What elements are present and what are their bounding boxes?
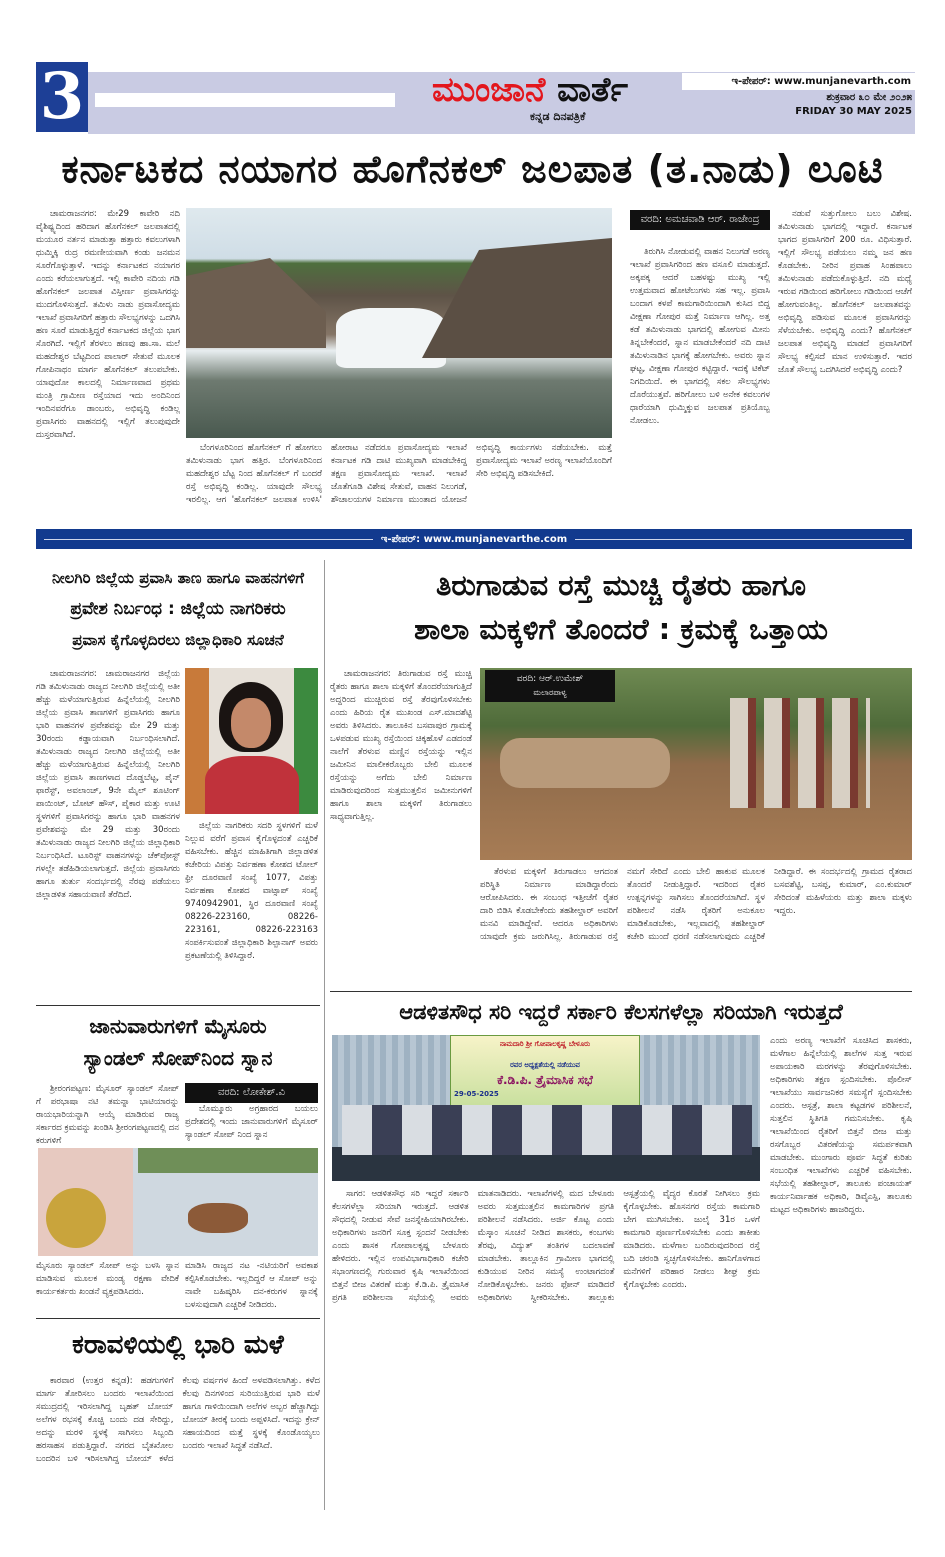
column-divider [324,560,325,1510]
rain-body: ಕಾರವಾರ (ಉತ್ತರ ಕನ್ನಡ): ಹಡಗುಗಳಿಗೆ ಮಾರ್ಗ ತೋರಿಸಲು ಬಂದರು ಇಲಾಖೆಯಿಂದ ಸಮುದ್ರದಲ್ಲಿ ಇರಿಸಲಾಗಿದ್ದ ಬೃಹತ್ ಬೋಯ್ ಅಲೆಗಳ ರಭಸಕ್ಕೆ ಕೊಚ್ಚಿ ಬಂದು ದಡ ಸೇರಿದ್ದು, ಅದನ್ನು ಮರಳಿ ಸ್ಥಳಕ್ಕೆ ಸಾಗಿಸಲು ಸಿಬ್ಬಂದಿ ಹರಸಾಹಸ ಪಡುತ್ತಿದ್ದಾರೆ. ನಗರದ ಬೈತಖೋಲ ಬಂದರಿನ ಬಳಿ ಇರಿಸಲಾಗಿದ್ದ ಬೋಯ್ ಕಳೆದ ಕೆಲವು ವರ್ಷಗಳ ಹಿಂದೆ ಅಳವಡಿಸಲಾಗಿತ್ತು. ಕಳೆದ ಕೆಲವು ದಿನಗಳಿಂದ ಸುರಿಯುತ್ತಿರುವ ಭಾರಿ ಮಳೆ ಹಾಗೂ ಗಾಳಿಯಿಂದಾಗಿ ಅಲೆಗಳ ಅಬ್ಬರ ಹೆಚ್ಚಾಗಿದ್ದು ಬೋಯ್ ತೀರಕ್ಕೆ ಬಂದು ಅಪ್ಪಳಿಸಿದೆ. ಇದನ್ನು ಕ್ರೇನ್ ಸಹಾಯದಿಂದ ಮತ್ತೆ ಸ್ಥಳಕ್ಕೆ ಕೊಂಡೊಯ್ಯಲು ಬಂದರು ಇಲಾಖೆ ಸಿದ್ಧತೆ ನಡೆಸಿದೆ. [36,1376,320,1464]
nilgiri-headline: ನೀಲಗಿರಿ ಜಿಲ್ಲೆಯ ಪ್ರವಾಸಿ ತಾಣ ಹಾಗೂ ವಾಹನಗಳಿಗೆ ಪ್ರವೇಶ ನಿರ್ಬಂಧ : ಜಿಲ್ಲೆಯ ನಾಗರಿಕರು ಪ್ರವಾಸ ಕೈಗೊಳ್ಳದಿರಲು ಜಿಲ್ಲಾಧಿಕಾರಿ ಸೂಚನೆ [52,569,304,649]
farmers-below: ತೆರಳುವ ಮಕ್ಕಳಿಗೆ ತಿರುಗಾಡಲು ಆಗದಂತ ಪರಿಸ್ಥಿತಿ ನಿರ್ಮಾಣ ಮಾಡಿದ್ದಾರೆಂದು ಆರೋಪಿಸಿದರು. ಈ ಸಂಬಂಧ ಇತ್ತೀಚೆಗೆ ರೈತರ ದಾರಿ ಬಿಡಿಸಿ ಕೊಡಬೇಕೆಂದು ತಹಶೀಲ್ದಾರ್ ಅವರಿಗೆ ಮನವಿ ಮಾಡಿದ್ದೇವೆ. ಆದರೂ ಅಧಿಕಾರಿಗಳು ಯಾವುದೇ ಕ್ರಮ ಜರುಗಿಸಿಲ್ಲ. ತಿರುಗಾಡುವ ರಸ್ತೆ ನಮಗೆ ಸೇರಿದೆ ಎಂದು ಬೇಲಿ ಹಾಕುವ ಮೂಲಕ ತೊಂದರೆ ನೀಡುತ್ತಿದ್ದಾರೆ. ಇದರಿಂದ ರೈತರ ಉತ್ಪನ್ನಗಳನ್ನು ಸಾಗಿಸಲು ತೊಂದರೆಯಾಗಿದೆ. ಸ್ಥಳ ಪರಿಶೀಲನೆ ನಡೆಸಿ ರೈತರಿಗೆ ಅನುಕೂಲ ಮಾಡಿಕೊಡಬೇಕು, ಇಲ್ಲವಾದಲ್ಲಿ ತಹಶೀಲ್ದಾರ್ ಕಚೇರಿ ಮುಂದೆ ಧರಣಿ ನಡೆಸಲಾಗುವುದು ಎಚ್ಚರಿಕೆ ನೀಡಿದ್ದಾರೆ. ಈ ಸಂದರ್ಭದಲ್ಲಿ ಗ್ರಾಮದ ರೈತರಾದ ಬಸವಶೆಟ್ಟಿ, ಬಸಪ್ಪ, ಕುಮಾರ್, ಎಂ.ಕುಮಾರ್ ಸೇರಿದಂತೆ ಮಹಿಳೆಯರು ಮತ್ತು ಶಾಲಾ ಮಕ್ಕಳು ಇದ್ದರು. [480,867,912,942]
soap-photo [38,1148,318,1256]
lead-col-1: ಚಾಮರಾಜನಗರ: ಮೇ29 ಕಾವೇರಿ ನದಿ ವೈಶಿಷ್ಟ್ಯದಿಂದ ಹರಿದಾಗ ಹೊಗೆನಕಲ್ ಜಲಪಾತದಲ್ಲಿ ಮಯೂರ ನರ್ತನ ಮಾಡುತ್ತಾ ಹತ್ತಾರು ಕವಲುಗಳಾಗಿ ಧುಮ್ಮಿಕ್ಕಿ ರುದ್ರ ರಮಣೀಯವಾಗಿ ಕಂಡು ಜನಮನ ಸೂರೆಗೊಳ್ಳುತ್ತಾಳೆ. ಇದನ್ನು ಕರ್ನಾಟಕದ ನಯಾಗರ ಎಂದು ಕರೆಯಲಾಗುತ್ತದೆ. ಇಲ್ಲಿ ಕಾವೇರಿ ನದಿಯ ಗಡಿ ಹೊಗೆನಕಲ್ ಜಲಪಾತ ವಿಸ್ತೀರ್ಣ ಪ್ರವಾಸಿಗರನ್ನು ಮುದಗೊಳಿಸುತ್ತದೆ. ತಮಿಳು ನಾಡು ಪ್ರವಾಸೋದ್ಯಮ ಇಲಾಖೆ ಪ್ರವಾಸಿಗರಿಗೆ ಹತ್ತಾರು ಸೌಲಭ್ಯಗಳನ್ನು ಒದಗಿಸಿ ಹಣ ಸೂರೆ ಮಾಡುತ್ತಿದ್ದರೆ ಕರ್ನಾಟಕದ ಜಿಲ್ಲೆಯ ಭಾಗ ಸೊರಗಿದೆ. ಇಲ್ಲಿಗೆ ತೆರಳಲು ಹಣವು ಹಾ.ಸಾ. ಮಲೆ ಮಹದೇಶ್ವರ ಬೆಟ್ಟದಿಂದ ಪಾಲಾರ್ ಸೇತುವೆ ಮೂಲಕ ಗೋಪಿನಾಥಂ ಮಾರ್ಗ ಹೊಗೆನಕಲ್ ತಲುಪಬೇಕು. ಯಾವುದೋ ಕಾಲದಲ್ಲಿ ನಿರ್ಮಾಣವಾದ ಪ್ರಥಮ ಮಂತ್ರಿ ಗ್ರಾಮೀಣ ರಸ್ತೆಯಾದ ಇದು ಅಂದಿನಿಂದ ಇಂದಿನವರೆಗೂ ಡಾಂಬರು, ಅಭಿವೃದ್ಧಿ ಕಂಡಿಲ್ಲ ಪ್ರವಾಸಿಗರು ವಾಹನದಲ್ಲಿ ಇಲ್ಲಿಗೆ ತಲುಪುವುದೇ ದುಸ್ತರವಾಗಿದೆ. [36,209,180,440]
logo-black: ವಾರ್ತೆ [557,70,628,110]
lead-byline: ವರದಿ: ಅಮಚವಾಡಿ ಆರ್. ರಾಜೇಂದ್ರ [630,210,770,230]
soap-col-2: ಬೊಮ್ಮೂರು ಅಗ್ರಹಾರದ ಬಯಲು ಪ್ರದೇಶದಲ್ಲಿ ಇಂದು ಜಾನುವಾರುಗಳಿಗೆ ಮೈಸೂರ್ ಸ್ಯಾಂಡಲ್ ಸೋಪ್ ನಿಂದ ಸ್ನಾನ [185,1104,318,1140]
banner-line-2: ರವರ ಅಧ್ಯಕ್ಷತೆಯಲ್ಲಿ ನಡೆಯುವ [510,1061,580,1069]
lead-col-3: ತಿರುಗಿಸಿ ನೋಡುವಲ್ಲಿ ವಾಹನ ನಿಲುಗಡೆ ಅರಣ್ಯ ಇಲಾಖೆ ಪ್ರವಾಸಿಗರಿಂದ ಹಣ ವಸೂಲಿ ಮಾಡುತ್ತದೆ. ಅಕ್ಕಪಕ್ಕ ಆದರೆ ಬಹಳಷ್ಟು ಮುಖ್ಯ ಇಲ್ಲಿ ಉತ್ತಮವಾದ ಹೋಟೆಲುಗಳು ಸಹ ಇಲ್ಲ. ಪ್ರವಾಸಿ ಬಂದಾಗ ಕಳಪೆ ಕಾಮಗಾರಿಯಿಂದಾಗಿ ಕುಸಿದ ಬಿದ್ದ ವೀಕ್ಷಣಾ ಗೋಪುರ ಮತ್ತೆ ನಿರ್ಮಾಣ ಆಗಿಲ್ಲ. ಅತ್ತ ಕಡೆ ತಮಿಳುನಾಡು ಭಾಗದಲ್ಲಿ ಹೋಗುವ ಮೀನು ತಿನ್ನಬೇಕೆಂದರೆ, ಸ್ನಾನ ಮಾಡಬೇಕೆಂದರೆ ನದಿ ದಾಟಿ ತಮಿಳುನಾಡಿನ ಭಾಗಕ್ಕೆ ಹೋಗಬೇಕು. ಅವರು ಸ್ನಾನ ಘಟ್ಟ, ವೀಕ್ಷಣಾ ಗೋಪುರ ಕಟ್ಟಿದ್ದಾರೆ. ಇದಕ್ಕೆ ಟಿಕೆಟ್ ನಿಗದಿಯಿದೆ. ಈ ಭಾಗದಲ್ಲಿ ಸಕಲ ಸೌಲಭ್ಯಗಳು ದೊರೆಯುತ್ತವೆ. ಹರಿಗೋಲು ಬಳಿ ಅನೇಕ ಕವಲುಗಳ ಧಾರೆಯಾಗಿ ಧುಮ್ಮಿಕ್ಕುವ ಜಲಪಾತ ಪ್ರತಿಯೊಬ್ಬ ನೋಡಲು. [630,247,770,426]
banner-line-3: ಕೆ.ಡಿ.ಪಿ. ತ್ರೈಮಾಸಿಕ ಸಭೆ [497,1073,593,1087]
nilgiri-col-1: ಚಾಮರಾಜನಗರ: ಚಾಮರಾಜನಗರ ಜಿಲ್ಲೆಯ ಗಡಿ ತಮಿಳುನಾಡು ರಾಜ್ಯದ ನೀಲಗಿರಿ ಜಿಲ್ಲೆಯಲ್ಲಿ ಅತೀ ಹೆಚ್ಚು ಮಳೆಯಾಗುತ್ತಿರುವ ಹಿನ್ನೆಲೆಯಲ್ಲಿ ನೀಲಗಿರಿ ಜಿಲ್ಲೆಯ ಪ್ರವಾಸಿ ತಾಣಗಳಿಗೆ ಪ್ರವಾಸಿಗರು ಹಾಗೂ ಭಾರಿ ವಾಹನಗಳ ಪ್ರವೇಶವನ್ನು ಮೇ 29 ಮತ್ತು 30ರಂದು ಕಡ್ಡಾಯವಾಗಿ ನಿರ್ಬಂಧಿಸಲಾಗಿದೆ. ತಮಿಳುನಾಡು ರಾಜ್ಯದ ನೀಲಗಿರಿ ಜಿಲ್ಲೆಯಲ್ಲಿ ಅತೀ ಹೆಚ್ಚು ಮಳೆಯಾಗುತ್ತಿರುವ ಹಿನ್ನೆಲೆಯಲ್ಲಿ ನೀಲಗಿರಿ ಜಿಲ್ಲೆಯ ಪ್ರವಾಸಿ ತಾಣಗಳಾದ ದೊಡ್ಡಬೆಟ್ಟ, ಪೈನ್ ಫಾರೆಸ್ಟ್, ಅವಲಾಂಚ್, 9ನೇ ಮೈಲ್ ಶೂಟಿಂಗ್ ಪಾಯಿಂಟ್, ಬೋಟ್ ಹೌಸ್, ಪೈಕಾರ ಮತ್ತು ಊಟಿ ಸ್ಥಳಗಳಿಗೆ ಪ್ರವಾಸಿಗರನ್ನು ಹಾಗೂ ಭಾರಿ ವಾಹನಗಳ ಪ್ರವೇಶವನ್ನು ಮೇ 29 ಮತ್ತು 30ರಂದು ತಮಿಳುನಾಡು ರಾಜ್ಯದ ನೀಲಗಿರಿ ಜಿಲ್ಲೆಯ ಜಿಲ್ಲಾಧಿಕಾರಿ ನಿರ್ಬಂಧಿಸಿದೆ. ಟೂರಿಸ್ಟ್ ವಾಹನಗಳನ್ನು ಚೆಕ್‍ಪೋಸ್ಟ್ ಗಳಲ್ಲೇ ತಡೆಹಿಡಿಯಲಾಗುತ್ತದೆ. ಜಿಲ್ಲೆಯ ಪ್ರವಾಸಿಗರು ಹಾಗೂ ತುರ್ತು ಸಂದರ್ಭದಲ್ಲಿ ನೆರವು ಪಡೆಯಲು ಜಿಲ್ಲಾಡಳಿತ ಸಹಾಯವಾಣಿ ತೆರೆದಿದೆ. [36,669,180,900]
admin-headline: ಆಡಳಿತಸೌಧ ಸರಿ ಇದ್ದರೆ ಸರ್ಕಾರಿ ಕೆಲಸಗಳೆಲ್ಲಾ ಸರಿಯಾಗಿ ಇರುತ್ತದೆ [399,1000,843,1024]
masthead-tagline: ಕನ್ನಡ ದಿನಪತ್ರಿಕೆ [530,110,586,123]
farmers-col-1: ಚಾಮರಾಜನಗರ: ತಿರುಗಾಡುವ ರಸ್ತೆ ಮುಚ್ಚಿ ರೈತರು ಹಾಗೂ ಶಾಲಾ ಮಕ್ಕಳಿಗೆ ತೊಂದರೆಯಾಗುತ್ತಿದೆ ಅದ್ದರಿಂದ ಮುಚ್ಚಿರುವ ರಸ್ತೆ ತೆರವುಗೊಳಿಸಬೇಕು ಎಂದು ಹಿರಿಯ ರೈತ ಮುಖಂಡ ಎಸ್.ಮಾದಶೆಟ್ಟಿ ಅವರು ತಿಳಿಸಿದರು. ತಾಲೂಕಿನ ಬಸವಾಪುರ ಗ್ರಾಮಕ್ಕೆ ಒಳಪಡುವ ಮುಖ್ಯ ರಸ್ತೆಯಿಂದ ಚಿಕ್ಕಹೊಳೆ ಎಡದಂಡೆ ನಾಲೆಗೆ ತೆರಳುವ ಮಣ್ಣಿನ ರಸ್ತೆಯನ್ನು ಇಲ್ಲಿನ ಜಮೀನಿನ ಮಾಲೀಕರೊಬ್ಬರು ಬೇಲಿ ಮೂಲಕ ರಸ್ತೆಯನ್ನು ಅಗೆದು ಬೇಲಿ ನಿರ್ಮಾಣ ಮಾಡಿರುವುದರಿಂದ ಸುತ್ತಮುತ್ತಲಿನ ಜಮೀನುಗಳಿಗೆ ಹಾಗೂ ಶಾಲಾ ಮಕ್ಕಳಿಗೆ ತಿರುಗಾಡಲು ಸಾಧ್ಯವಾಗುತ್ತಿಲ್ಲ. [330,669,472,822]
admin-body: ಸಾಗರ: ಆಡಳಿತಸೌಧ ಸರಿ ಇದ್ದರೆ ಸರ್ಕಾರಿ ಕೆಲಸಗಳೆಲ್ಲಾ ಸರಿಯಾಗಿ ಇರುತ್ತದೆ. ಆಡಳಿತ ಸೌಧದಲ್ಲಿ ನೀಡುವ ಸೇವೆ ಜನಸ್ನೇಹಿಯಾಗಿರಬೇಕು. ಅಧಿಕಾರಿಗಳು ಜನರಿಗೆ ಸೂಕ್ತ ಸ್ಪಂದನೆ ನೀಡಬೇಕು ಎಂದು ಶಾಸಕ ಗೋಪಾಲಕೃಷ್ಣ ಬೇಳೂರು ಹೇಳಿದರು. ಇಲ್ಲಿನ ಉಪವಿಭಾಗಾಧಿಕಾರಿ ಕಚೇರಿ ಸಭಾಂಗಣದಲ್ಲಿ ಗುರುವಾರ ಕೃಷಿ ಇಲಾಖೆಯಿಂದ ಬಿತ್ತನೆ ಬೀಜ ವಿತರಣೆ ಮತ್ತು ಕೆ.ಡಿ.ಪಿ. ತ್ರೈಮಾಸಿಕ ಪ್ರಗತಿ ಪರಿಶೀಲನಾ ಸಭೆಯಲ್ಲಿ ಅವರು ಮಾತನಾಡಿದರು. ಇಲಾಖೆಗಳಲ್ಲಿ ಮದ ಬೇಳೂರು ಅವರು ಸುತ್ತಮುತ್ತಲಿನ ಕಾಮಗಾರಿಗಳ ಪ್ರಗತಿ ಪರಿಶೀಲನೆ ನಡೆಸಿದರು. ಅರ್ಜಿ ಕೊಟ್ಟ ಎಂದು ಮೆಸ್ಕಾಂ ಸೂಚನೆ ನೀಡಿದ ಶಾಸಕರು, ಕಂಬಗಳು ತೆರವು, ವಿದ್ಯುತ್ ತಂತಿಗಳ ಬದಲಾವಣೆ ಮಾಡಬೇಕು. ತಾಲ್ಲೂಕಿನ ಗ್ರಾಮೀಣ ಭಾಗದಲ್ಲಿ ಕುಡಿಯುವ ನೀರಿನ ಸಮಸ್ಯೆ ಉಂಟಾಗದಂತೆ ನೋಡಿಕೊಳ್ಳಬೇಕು. ಜನರು ಫೋನ್ ಮಾಡಿದರೆ ಅಧಿಕಾರಿಗಳು ಸ್ವೀಕರಿಸಬೇಕು. ತಾಲ್ಲೂಕು ಆಸ್ಪತ್ರೆಯಲ್ಲಿ ವೈದ್ಯರ ಕೊರತೆ ನೀಗಿಸಲು ಕ್ರಮ ಕೈಗೊಳ್ಳಬೇಕು. ಹೊಸನಗರ ರಸ್ತೆಯ ಕಾಮಗಾರಿ ಬೇಗ ಮುಗಿಸಬೇಕು. ಜುಲೈ 31ರ ಒಳಗೆ ಕಾಮಗಾರಿ ಪೂರ್ಣಗೊಳಿಸಬೇಕು ಎಂದು ತಾಕೀತು ಮಾಡಿದರು. ಮಳೆಗಾಲ ಬಂದಿರುವುದರಿಂದ ರಸ್ತೆ ಬದಿ ಚರಂಡಿ ಸ್ವಚ್ಛಗೊಳಿಸಬೇಕು. ಹಾನಿಗೊಳಗಾದ ಮನೆಗಳಿಗೆ ಪರಿಹಾರ ನೀಡಲು ಶೀಘ್ರ ಕ್ರಮ ಕೈಗೊಳ್ಳಬೇಕು ಎಂದರು. [332,1189,760,1303]
waterfall-photo [186,208,612,438]
admin-right-col: ಎಂದು ಅರಣ್ಯ ಇಲಾಖೆಗೆ ಸೂಚಿಸಿದ ಶಾಸಕರು, ಮಳೆಗಾಲ ಹಿನ್ನೆಲೆಯಲ್ಲಿ ಶಾಲೆಗಳ ಸುತ್ತ ಇರುವ ಅಪಾಯಕಾರಿ ಮರಗಳನ್ನು ತೆರವುಗೊಳಿಸಬೇಕು. ಅಧಿಕಾರಿಗಳು ತಕ್ಷಣ ಸ್ಪಂದಿಸಬೇಕು. ಪೊಲೀಸ್ ಇಲಾಖೆಯು ಸಾರ್ವಜನಿಕರ ಸಮಸ್ಯೆಗೆ ಸ್ಪಂದಿಸಬೇಕು ಎಂದರು. ಆಸ್ಪತ್ರೆ, ಶಾಲಾ ಕಟ್ಟಡಗಳ ಪರಿಶೀಲನೆ, ಸುತ್ತಲಿನ ಸ್ಥಿತಿಗತಿ ಗಮನಿಸಬೇಕು. ಕೃಷಿ ಇಲಾಖೆಯಿಂದ ರೈತರಿಗೆ ಬಿತ್ತನೆ ಬೀಜ ಮತ್ತು ರಸಗೊಬ್ಬರ ವಿತರಣೆಯನ್ನು ಸಮರ್ಪಕವಾಗಿ ಮಾಡಬೇಕು. ಮುಂಗಾರು ಪೂರ್ವ ಸಿದ್ಧತೆ ಕುರಿತು ಸಂಬಂಧಿತ ಇಲಾಖೆಗಳು ಎಚ್ಚರಿಕೆ ವಹಿಸಬೇಕು. ಸಭೆಯಲ್ಲಿ ತಹಶೀಲ್ದಾರ್, ತಾಲೂಕು ಪಂಚಾಯತ್ ಕಾರ್ಯನಿರ್ವಾಹಕ ಅಧಿಕಾರಿ, ಡಿವೈಎಸ್ಪಿ, ತಾಲೂಕು ಮಟ್ಟದ ಅಧಿಕಾರಿಗಳು ಹಾಜರಿದ್ದರು. [770,1036,912,1215]
lead-col-4: ನಡುವೆ ಸುತ್ತುಗೋಲು ಬಲು ವಿಶೇಷ. ತಮಿಳುನಾಡು ಭಾಗದಲ್ಲಿ ಇದ್ದಾರೆ. ಕರ್ನಾಟಕ ಭಾಗದ ಪ್ರವಾಸಿಗರಿಗೆ 200 ರೂ. ವಿಧಿಸುತ್ತಾರೆ. ಇಲ್ಲಿಗೆ ಸೌಲಭ್ಯ ಪಡೆಯಲು ನಮ್ಮ ಜನ ಹಣ ಕೊಡಬೇಕು. ನೀರಿನ ಪ್ರವಾಹ ಸಿಂಹಪಾಲು ತಮಿಳುನಾಡು ಪಡೆದುಕೊಳ್ಳುತ್ತಿದೆ. ನದಿ ಮಧ್ಯೆ ಇರುವ ಗಡಿಯಿಂದ ಹರಿಗೋಲು ಗಡಿಯಿಂದ ಆಚೆಗೆ ಹೋಗುವಂತಿಲ್ಲ. ಹೊಗೆನಕಲ್ ಜಲಪಾತವನ್ನು ಅಭಿವೃದ್ಧಿ ಪಡಿಸುವ ಮೂಲಕ ಪ್ರವಾಸಿಗರನ್ನು ಸೆಳೆಯಬೇಕು. ಅಭಿವೃದ್ಧಿ ಎಂದು? ಹೊಗೆನಕಲ್ ಜಲಪಾತ ಅಭಿವೃದ್ಧಿ ಮಾಡದೆ ಪ್ರವಾಸಿಗರಿಗೆ ಸೌಲಭ್ಯ ಕಲ್ಪಿಸದೆ ಮಾನ ಉಳಿಸುತ್ತಾರೆ. ಇದರ ಜೊತೆ ಸೌಲಭ್ಯ ಒದಗಿಸಿದರೆ ಅಭಿವೃದ್ಧಿ ಎಂದು? [778,209,912,375]
collector-photo [185,668,318,814]
banner-date: 29-05-2025 [454,1090,499,1098]
logo-red: ಮುಂಜಾನೆ [432,70,546,110]
section-rule [36,1005,320,1006]
farmers-headline: ತಿರುಗಾಡುವ ರಸ್ತೆ ಮುಚ್ಚಿ ರೈತರು ಹಾಗೂ ಶಾಲಾ ಮಕ್ಕಳಿಗೆ ತೊಂದರೆ : ಕ್ರಮಕ್ಕೆ ಒತ್ತಾಯ [414,568,828,646]
date-kannada: ಶುಕ್ರವಾರ ೩೦ ಮೇ ೨೦೨೫ [826,92,912,103]
page-number-box: 3 [36,62,88,132]
farmers-byline: ವರದಿ: ಆರ್.ಉಮೇಶ್ ಮಲಾರಪಾಳ್ಯ [485,670,615,702]
nilgiri-col-2: ಜಿಲ್ಲೆಯ ನಾಗರಿಕರು ಸದರಿ ಸ್ಥಳಗಳಿಗೆ ಮಳೆ ನಿಲ್ಲುವ ವರೆಗೆ ಪ್ರವಾಸ ಕೈಗೊಳ್ಳದಂತೆ ಎಚ್ಚರಿಕೆ ವಹಿಸಬೇಕು. ಹೆಚ್ಚಿನ ಮಾಹಿತಿಗಾಗಿ ಜಿಲ್ಲಾಡಳಿತ ಕಚೇರಿಯ ವಿಪತ್ತು ನಿರ್ವಹಣಾ ಕೋಶದ ಟೋಲ್ ಫ್ರೀ ದೂರವಾಣಿ ಸಂಖ್ಯೆ 1077, ವಿಪತ್ತು ನಿರ್ವಹಣಾ ಕೋಶದ ವಾಟ್ಸಾಪ್ ಸಂಖ್ಯೆ 9740942901, ಸ್ಥಿರ ದೂರವಾಣಿ ಸಂಖ್ಯೆ 08226-223160, 08226-223161, 08226-223163 ಸಂಪರ್ಕಿಸುವಂತೆ ಜಿಲ್ಲಾಧಿಕಾರಿ ಶಿಲ್ಪಾನಾಗ್ ಅವರು ಪ್ರಕಟಣೆಯಲ್ಲಿ ತಿಳಿಸಿದ್ದಾರೆ. [185,821,318,961]
epaper-banner[interactable] [36,529,912,549]
lead-below-photo: ಬೆಂಗಳೂರಿನಿಂದ ಹೊಗೆನಕಲ್ ಗೆ ಹೋಗಲು ತಮಿಳುನಾಡು ಭಾಗ ಹತ್ತಿರ. ಬೆಂಗಳೂರಿನಿಂದ ಮಹದೇಶ್ವರ ಬೆಟ್ಟ ನಿಂದ ಹೊಗೆನಕಲ್ ಗೆ ಬಂದರೆ ರಸ್ತೆ ಅಭಿವೃದ್ಧಿ ಕಂಡಿಲ್ಲ. ಯಾವುದೇ ಸೌಲಭ್ಯ ಇರಲಿಲ್ಲ. ಆಗ 'ಹೊಗೆನಕಲ್ ಜಲಪಾತ ಉಳಿಸಿ' ಹೋರಾಟ ನಡೆದರೂ ಪ್ರವಾಸೋದ್ಯಮ ಇಲಾಖೆ ಕರ್ನಾಟಕ ಗಡಿ ದಾಟಿ ಮುಖ್ಯವಾಗಿ ಮಾಡಬೇಕಿದ್ದ ತಕ್ಷಣ ಪ್ರವಾಸೋದ್ಯಮ ಇಲಾಖೆ. ಇಲಾಖೆ ಜೊತೆಗೂಡಿ ವಿಶೇಷ ಸೇತುವೆ, ವಾಹನ ನಿಲುಗಡೆ, ಶೌಚಾಲಯಗಳ ನಿರ್ಮಾಣ ಮುಂತಾದ ಯೋಜನೆ ಅಭಿವೃದ್ಧಿ ಕಾರ್ಯಗಳು ನಡೆಯಬೇಕು. ಮತ್ತೆ ಪ್ರವಾಸೋದ್ಯಮ ಇಲಾಖೆ ಅರಣ್ಯ ಇಲಾಖೆಯೊಂದಿಗೆ ಸೇರಿ ಅಭಿವೃದ್ಧಿ ಪಡಿಸಬೇಕಿದೆ. [186,443,612,505]
section-rule [36,1318,320,1319]
meeting-photo [332,1035,760,1181]
soap-byline: ವರದಿ: ಲೋಕೇಶ್.ವಿ [185,1083,318,1103]
masthead-logo [400,68,660,112]
banner-url[interactable]: ಇ-ಪೇಪರ್: www.munjanevarthe.com [380,533,568,545]
lead-headline: ಕರ್ನಾಟಕದ ನಯಾಗರ ಹೊಗೆನಕಲ್ ಜಲಪಾತ (ತ.ನಾಡು) ಲೂಟಿ [61,147,884,191]
soap-caption-1: ಮೈಸೂರು ಸ್ಯಾಂಡಲ್ ಸೋಪ್ ಅನ್ನು ಬಳಸಿ ಸ್ನಾನ ಮಾಡಿಸುವ ಮೂಲಕ ಮಂಡ್ಯ ರಕ್ಷಣಾ ವೇದಿಕೆ ಕಾರ್ಯಕರ್ತರು ಖಂಡನೆ ವ್ಯಕ್ತಪಡಿಸಿದರು. [36,1261,179,1297]
soap-headline: ಜಾನುವಾರುಗಳಿಗೆ ಮೈಸೂರು ಸ್ಯಾಂಡಲ್ ಸೋಪ್‌ನಿಂದ ಸ್ನಾನ [83,1014,273,1070]
header-white-strip [95,93,395,107]
banner-line-1: ನಾಮದಾರಿ ಶ್ರೀ ಗೋಪಾಲಕೃಷ್ಣ ಬೇಳೂರು [499,1040,591,1048]
rain-headline: ಕರಾವಳಿಯಲ್ಲಿ ಭಾರಿ ಮಳೆ [72,1330,284,1360]
date-english: FRIDAY 30 MAY 2025 [795,106,912,117]
soap-caption-2: ಮಾಡಿಸಿ ರಾಜ್ಯದ ನಟ -ನಟಿಯರಿಗೆ ಅವಕಾಶ ಕಲ್ಪಿಸಿಕೊಡಬೇಕು. ಇಲ್ಲದಿದ್ದರೆ ಆ ಸೋಪ್ ಅನ್ನು ನಾವೇ ಬಹಿಷ್ಕರಿಸಿ ದನ-ಕರುಗಳ ಸ್ನಾನಕ್ಕೆ ಬಳಸುವುದಾಗಿ ಎಚ್ಚರಿಕೆ ನೀಡಿದರು. [185,1261,318,1310]
soap-col-1: ಶ್ರೀರಂಗಪಟ್ಟಣ: ಮೈಸೂರ್ ಸ್ಯಾಂಡಲ್ ಸೋಪ್ ಗೆ ಪರಭಾಷಾ ನಟಿ ತಮನ್ನಾ ಭಾಟಿಯಾರನ್ನು ರಾಯಭಾರಿಯನ್ನಾಗಿ ಆಯ್ಕೆ ಮಾಡಿರುವ ರಾಜ್ಯ ಸರ್ಕಾರದ ಕ್ರಮವನ್ನು ಖಂಡಿಸಿ ಶ್ರೀರಂಗಪಟ್ಟಣದಲ್ಲಿ ದನ ಕರುಗಳಿಗೆ [36,1084,179,1145]
epaper-url[interactable]: ಇ-ಪೇಪರ್: www.munjanevarth.com [682,73,915,90]
